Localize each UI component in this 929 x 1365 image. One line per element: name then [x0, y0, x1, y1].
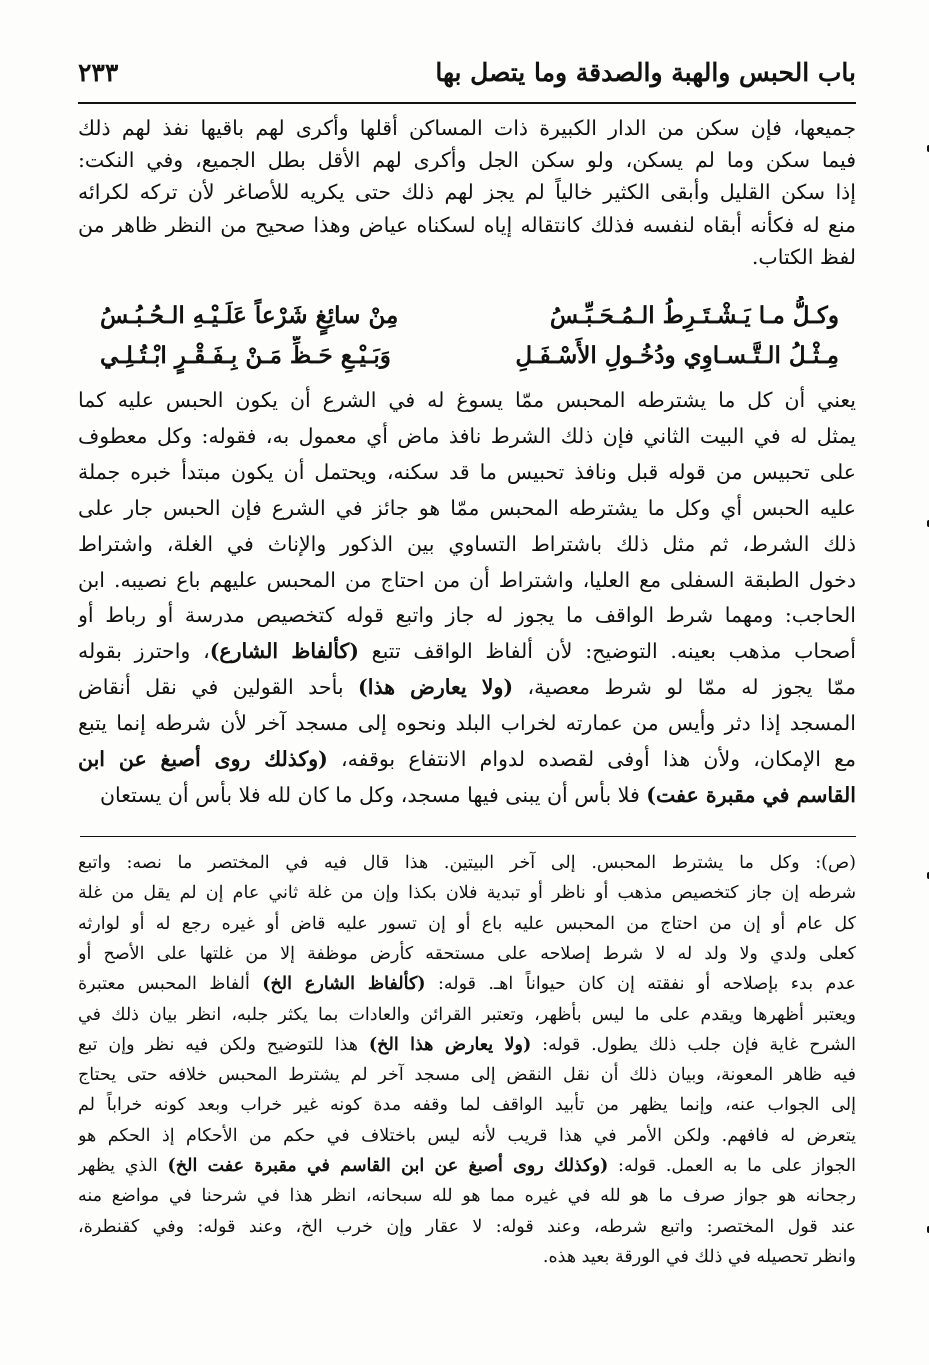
text-run: ويعتبر أظهرها ويقدم على ما ليس بأظهر، وتعتبر القرائن والعادات بما يكثر جلبه، انظر بيان ذلك في — [78, 1004, 856, 1025]
text-run: عليه الحبس أي وكل ما يشترطه المحبس ممّا هو جائز في الشرع فإن الحبس جار على — [78, 495, 856, 520]
text-run: المسجد إذا دثر وأيس من عمارته لخراب البلد ونحوه إلى مسجد آخر لأن شرطه إنما يتبع — [78, 711, 856, 736]
text-run: دخول الطبقة السفلى مع العليا، واشتراط أن من احتاج من المحبس عليهم باع نصيبه. ابن — [78, 567, 856, 592]
verse-1-first-hemistich: وكـلُّ مـا يَـشْـتَـرِطُ الـمُـحَـبِّـسُ — [549, 302, 839, 329]
intro-line: جميعها، فإن سكن من الدار الكبيرة ذات المساكن أقلها وأكرى لهم باقيها نفذ لهم ذلك — [78, 116, 856, 140]
text-run: الجواز على ما به العمل. قوله: — [608, 1156, 856, 1176]
footnote-line — [78, 1213, 856, 1242]
text-run: عدم بدء بإصلاحه أو نفقته إن كان حيواناً اهـ. قوله: — [425, 974, 856, 995]
body-line — [78, 671, 856, 703]
quoted-phrase: (كألفاظ الشارع الخ) — [262, 974, 426, 995]
text-run: ذلك الشرط، ثم مثل ذلك باشتراط التساوي بين الذكور والإناث في الغلة، واشتراط — [78, 531, 856, 556]
text-run: شرطه إن جاز كتخصيص مذهب أو ناظر أو تبدية فلان بكذا وإن من غلة ثاني عام إن لم يقل من غلة — [78, 883, 856, 904]
text-run: إلى الجواب عنه، وإنما يظهر من تأبيد الواقف لما وقفه مدة كونه غير خراب وبعد كونه خراباً لم — [78, 1095, 856, 1116]
chapter-title: باب الحبس والهبة والصدقة وما يتصل بها — [435, 58, 856, 87]
quoted-phrase: (كألفاظ الشارع) — [209, 639, 359, 664]
text-run: ممّا يجوز له ممّا لو شرط معصية، — [513, 675, 856, 700]
footnote-line — [78, 940, 856, 969]
body-line — [78, 599, 856, 631]
text-run: أصحاب مذهب بعينه. التوضيح: لأن ألفاظ الواقف تتبع — [358, 639, 856, 664]
page-number: ٢٣٣ — [78, 58, 119, 87]
text-run: على تحبيس من قوله قبل ونافذ تحبيس ما قد سكنه، ويحتمل أن يكون مبتدأ خبره جملة — [78, 459, 856, 484]
body-line — [78, 456, 856, 488]
text-run: الحاجب: ومهما شرط الواقف ما يجوز له جاز واتبع قوله كتخصيص مدرسة أو رباط أو — [78, 603, 856, 628]
text-run: بأحد القولين في نقل أنقاض — [78, 675, 359, 700]
quoted-phrase: (ولا يعارض هذا الخ) — [368, 1034, 532, 1055]
footnote-line — [78, 849, 856, 878]
body-line — [78, 420, 856, 452]
body-line — [78, 564, 856, 596]
text-run: (ص): وكل ما يشترط المحبس. إلى آخر البيتين. هذا قال فيه في المختصر ما نصه: واتبع — [78, 853, 856, 873]
text-run: ، واحترز بقوله — [78, 639, 210, 664]
verse-2-first-hemistich: مِـثْـلُ الـتَّـسـاوِي ودُخُـولِ الأَسْـفَـلِ — [515, 342, 839, 369]
footnote-line — [78, 1122, 856, 1151]
body-line — [78, 492, 856, 524]
quoted-phrase: (وكذلك روى أصبغ عن ابن — [78, 747, 328, 771]
footnote-separator — [80, 836, 856, 837]
text-run: ألفاظ المحبس معتبرة — [78, 974, 263, 995]
text-run: مع الإمكان، ولأن هذا أوفى لقصده لدوام الانتفاع بوقفه، — [327, 747, 856, 771]
footnote-line — [78, 1091, 856, 1120]
intro-line: منع له فكأنه أبقاه لنفسه فذلك كانتقاله إياه لسكناه عياض وهذا صحيح من النظر ظاهر من — [78, 212, 856, 237]
footnote-line — [78, 1243, 856, 1272]
body-line — [78, 384, 856, 416]
footnote-line — [78, 970, 856, 999]
text-run: هذا للتوضيح ولكن فيه نظر وإن تبع — [78, 1034, 369, 1055]
body-line — [78, 743, 856, 775]
body-line — [78, 635, 856, 667]
body-line — [78, 779, 856, 811]
footnote-line — [78, 879, 856, 908]
quoted-phrase: (وكذلك روى أصبغ عن ابن القاسم في مقبرة عفت الخ) — [167, 1156, 609, 1176]
verse-2-second-hemistich: وَبَـيْـعِ حَـظِّ مَـنْ بِـفَـقْـرٍ ابْـتُـلِـي — [100, 342, 391, 369]
text-run: الذي يظهر — [78, 1156, 168, 1176]
text-run: كعلى ولدي ولا ولد له لا شرط إصلاحه على مستحقه كأرض موظفة إلا من غلتها على الأصح أو — [78, 943, 856, 964]
text-run: كل عام أو إن من احتاج من المحبس عليه باع أو إن تسور عليه قاض أو غيره رجع له أو لوارثه — [78, 913, 856, 934]
body-line — [78, 707, 856, 739]
footnote-line — [78, 1031, 856, 1060]
intro-line: إذا سكن القليل وأبقى الكثير خالياً لم يجز لهم ذلك حتى يكريه للأصاغر لأن تركه لكرائه — [78, 180, 856, 205]
text-run: الشرح غاية فإن جلب ذلك يطول. قوله: — [531, 1034, 856, 1055]
text-run: يعني أن كل ما يشترطه المحبس ممّا يسوغ له في الشرع أن يكون الحبس عليه كما — [78, 388, 856, 412]
footnote-line — [78, 1152, 856, 1181]
footnote-line — [78, 1182, 856, 1211]
text-run: فيه ظاهر المعونة، وبيان ذلك أن نقل النقض إلى مسجد آخر لم يشترط المحبس خلافه حتى يحتاج — [78, 1065, 856, 1086]
intro-line: فيما سكن وما لم يسكن، ولو سكن الجل وأكرى لهم الأقل بطل الجميع، وفي النكت: — [78, 148, 856, 173]
body-line — [78, 528, 856, 560]
page-header — [78, 52, 856, 104]
footnote-line — [78, 910, 856, 939]
text-run: فلا بأس أن يبنى فيها مسجد، وكل ما كان لله فلا بأس أن يستعان — [99, 782, 647, 807]
quoted-phrase: (ولا يعارض هذا) — [358, 675, 514, 700]
footnote-line — [78, 1061, 856, 1090]
quoted-phrase: القاسم في مقبرة عفت) — [646, 782, 856, 807]
text-run: عند قول المختصر: واتبع شرطه، وعند قوله: لا عقار وإن خرب الخ، وعند قوله: وفي كقنطرة، — [78, 1216, 856, 1237]
text-run: يمثل له في البيت الثاني فإن ذلك الشرط نافذ ماض أي معمول به، فقوله: وكل معطوف — [78, 423, 856, 448]
intro-line: لفظ الكتاب. — [751, 244, 856, 269]
verse-1-second-hemistich: مِنْ سائِغٍ شَرْعاً عَلَـيْـهِ الـحُـبُـسُ — [100, 302, 399, 329]
text-run: رجحانه هو جواز صرف ما هو لله في غيره مما هو لله سبحانه، انظر هذا في شرحنا في مواضع منه — [78, 1186, 856, 1207]
text-run: وانظر تحصيله في ذلك في الورقة بعيد هذه. — [542, 1246, 856, 1267]
footnote-line — [78, 1001, 856, 1030]
text-run: يتعرض له فافهم. ولكن الأمر في هذا قريب لأنه ليس باختلاف في حكم من الأحكام إذ الحكم هو — [78, 1125, 856, 1146]
